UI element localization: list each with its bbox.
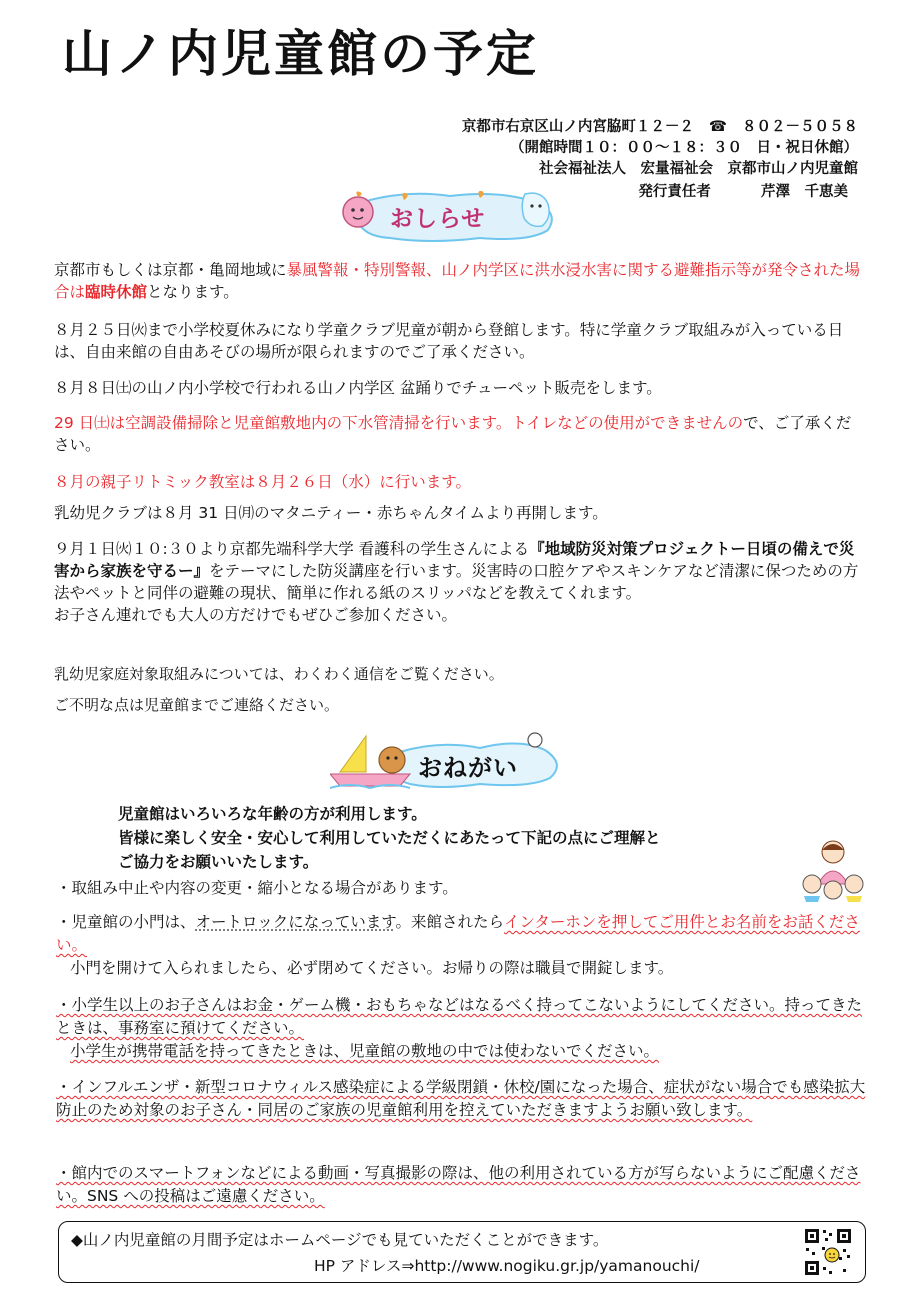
publisher-line xyxy=(638,180,848,201)
request-intro xyxy=(118,802,808,874)
homepage-url[interactable]: HP アドレス⇒http://www.nogiku.gr.jp/yamanouchi/ xyxy=(314,1257,700,1275)
request-bullet-belongings xyxy=(56,994,868,1063)
request-text: ・児童館の小門は、 xyxy=(56,913,196,931)
homepage-info-box xyxy=(58,1221,866,1283)
request-bullet-auto-lock xyxy=(56,911,868,980)
page-title: 山ノ内児童館の予定 xyxy=(62,25,539,83)
notice-highlight-bold: 臨時休館 xyxy=(85,283,148,301)
notice-bold: 『地域防災対策プロジェクトー日頃の備えで災害から家族を守るー』 xyxy=(54,540,855,580)
request-intro-line: 皆様に楽しく安全・安心して利用していただくにあたって下記の点にご理解と xyxy=(118,829,661,847)
request-bullet-infection xyxy=(56,1076,868,1122)
request-text: 。来館されたら xyxy=(395,913,504,931)
notice-text: で、ご了承ください。 xyxy=(54,414,852,454)
notice-bon-dance: ８月８日㈯の山ノ内小学校で行われる山ノ内学区 盆踊りでチューペット販売をします。 xyxy=(54,379,662,397)
telephone-icon: ☎ xyxy=(708,119,727,135)
notice-infant-club: 乳幼児クラブは８月 31 日㈪のマタニティー・赤ちゃんタイムより再開します。 xyxy=(54,504,608,522)
onegai-banner xyxy=(330,730,566,790)
homepage-info-text: ◆山ノ内児童館の月間予定はホームページでも見ていただくことができます。 xyxy=(71,1231,609,1249)
request-bullet-program-change: ・取組み中止や内容の変更・縮小となる場合があります。 xyxy=(56,879,458,897)
publisher-name: 芹澤 千恵美 xyxy=(761,184,848,200)
notice-storm-closure xyxy=(54,259,864,303)
request-text: 小門を開けて入られましたら、必ず閉めてください。お帰りの際は職員で開錠します。 xyxy=(70,959,674,977)
oshirase-banner xyxy=(330,188,570,244)
notice-text: 京都市もしくは京都・亀岡地域に xyxy=(54,261,287,279)
request-underlined: ・館内でのスマートフォンなどによる動画・写真撮影の際は、他の利用されている方が写らないようにご配慮ください。SNS への投稿はご遠慮ください。 xyxy=(56,1164,861,1205)
notice-highlight: 暴風警報・特別警報、山ノ内学区に洪水浸水害に関する避難指示等が発令された場合は xyxy=(54,261,861,301)
publisher-label: 発行責任者 xyxy=(638,184,711,200)
organization: 社会福祉法人 宏量福祉会 京都市山ノ内児童館 xyxy=(539,161,858,177)
notice-contact: ご不明な点は児童館までご連絡ください。 xyxy=(54,696,340,714)
request-highlight: インターホンを押してご用件とお名前をお話ください。 xyxy=(56,913,860,954)
qr-code-icon[interactable] xyxy=(803,1227,853,1277)
notice-text: ９月１日㈫１０:３０より京都先端科学大学 看護科の学生さんによる xyxy=(54,540,530,558)
request-underlined: ・インフルエンザ・新型コロナウィルス感染症による学級閉鎖・休校/園になった場合、症状がない場合でも感染拡大防止のため対象のお子さん・同居のご家族の児童館利用を控えていただきますようお願い致します。 xyxy=(56,1078,866,1119)
notice-summer-break: ８月２５日㈫まで小学校夏休みになり学童クラブ児童が朝から登館します。特に学童クラブ取組みが入っている日は、自由来館の自由あそびの場所が限られますのでご了承ください。 xyxy=(54,321,844,361)
notice-rhythmic-class: ８月の親子リトミック教室は８月２６日（水）に行います。 xyxy=(54,473,471,491)
oshirase-banner-label: おしらせ xyxy=(390,206,486,232)
onegai-banner-label: おねがい xyxy=(418,754,518,782)
address: 京都市右京区山ノ内宮脇町１２－２ xyxy=(461,119,694,135)
notice-text: お子さん連れでも大人の方だけでもぜひご参加ください。 xyxy=(54,606,458,624)
request-intro-line: 児童館はいろいろな年齢の方が利用します。 xyxy=(118,805,427,823)
request-underlined: ・小学生以上のお子さんはお金・ゲーム機・おもちゃなどはなるべく持ってこないようにしてください。持ってきたときは、事務室に預けてください。 xyxy=(56,996,863,1037)
request-underlined: オートロックになっています xyxy=(195,913,396,931)
notice-cleaning xyxy=(54,412,864,456)
phone-number: ８０２－５０５８ xyxy=(742,119,858,135)
notice-disaster-lecture xyxy=(54,538,864,626)
notice-text: をテーマにした防災講座を行います。災害時の口腔ケアやスキンケアなど清潔に保つための方法やペットと同伴の避難の現状、簡単に作れる紙のスリッパなどを教えてくれます。 xyxy=(54,562,859,602)
request-underlined: 小学生が携帯電話を持ってきたときは、児童館の敷地の中では使わないでください。 xyxy=(70,1042,660,1060)
notice-text: となります。 xyxy=(147,283,239,301)
request-intro-line: ご協力をお願いいたします。 xyxy=(118,853,319,871)
notice-waku-waku: 乳幼児家庭対象取組みについては、わくわく通信をご覧ください。 xyxy=(54,665,504,683)
address-line xyxy=(462,115,858,136)
request-bullet-photography xyxy=(56,1162,868,1208)
opening-hours: （開館時間１０：００～１８：３０ 日・祝日休館） xyxy=(510,140,858,156)
notice-highlight: 29 日㈯は空調設備掃除と児童館敷地内の下水管清掃を行います。トイレなどの使用ができませんの xyxy=(54,414,744,432)
